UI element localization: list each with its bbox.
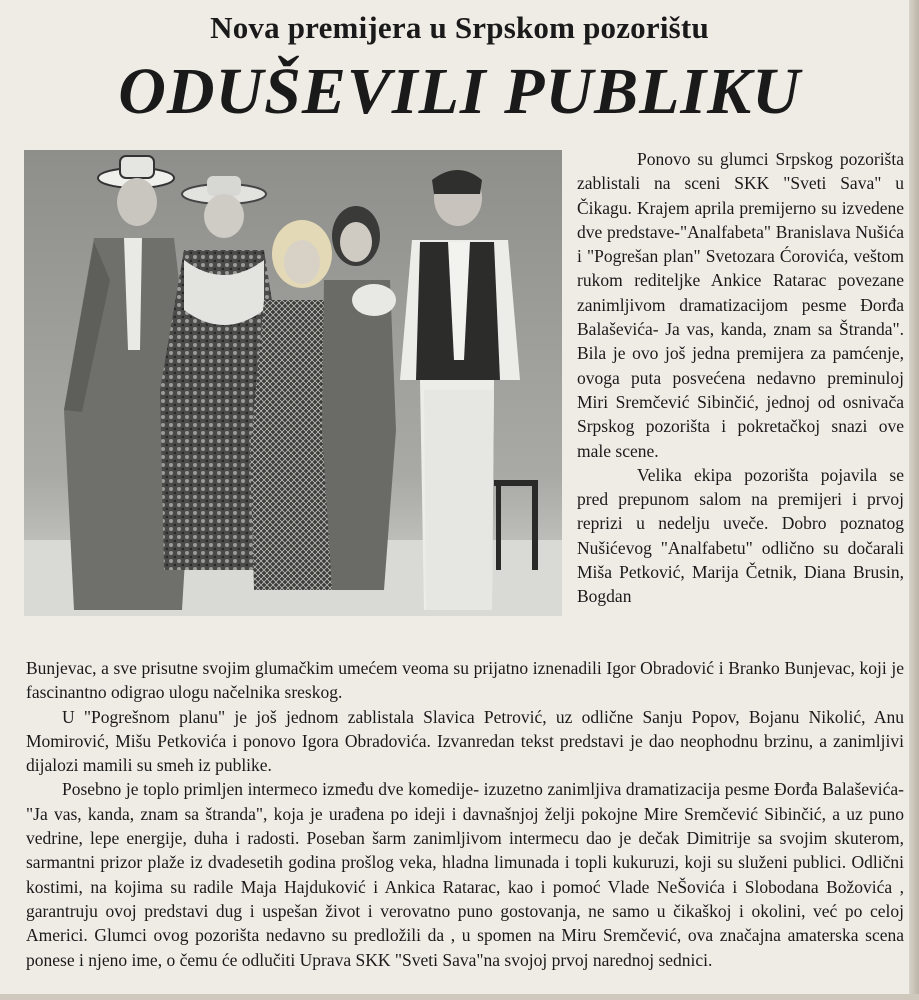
article-paragraph: U "Pogrešnom planu" je još jednom zablistala Slavica Petrović, uz odlične Sanju Popov, Bojanu Nikolić, Anu Momirović, Mišu Petkovića i ponovo Igora Obradovića. Izvanredan tekst predstavi je dao neophodnu brzinu, a zanimljivi dijalozi mamili su smeh iz publike. bbox=[26, 706, 904, 776]
article-column-right bbox=[577, 147, 904, 609]
page-edge-bottom bbox=[0, 994, 919, 1000]
article-photo bbox=[24, 150, 562, 616]
article-paragraph: Velika ekipa pozorišta pojavila se pred prepunom salom na premijeri i prvoj reprizi u nedelju uveče. Dobro poznatog Nušićevog "Analfabetu" odlično su dočarali Miša Petković, Marija Četnik, Diana Brusin, Bogdan bbox=[577, 464, 904, 607]
article-paragraph-continuation: Bunjevac, a sve prisutne svojim glumačkim umećem veoma su prijatno iznenadili Igor Obradović i Branko Bunjevac, koji je fascinantno odigrao ulogu načelnika sreskog. bbox=[26, 658, 904, 703]
cast-photo-illustration bbox=[24, 150, 562, 616]
page-edge bbox=[909, 0, 919, 1000]
article-paragraph: Ponovo su glumci Srpskog pozorišta zablistali na sceni SKK "Sveti Sava" u Čikagu. Krajem aprila premijerno su izvedene dve predstave-"Analfabeta" Branislava Nušića i "Pogrešan plan" Svetozara Ćorovića, veštom rukom rediteljke Ankice Ratarac povezane zanimljivom dramatizacijom pesme Đorđa Balaševića- Ja vas, kanda, znam sa Štranda". Bila je ovo još jedna premijera za pamćenje, ovoga puta posvećena nedavno preminuloj Miri Sremčević Sibinčić, jednoj od osnivača Srpskog pozorišta i pokretačkoj snazi ove male scene. bbox=[577, 149, 904, 461]
article-headline: ODUŠEVILI PUBLIKU bbox=[118, 55, 801, 128]
article-body-full-width bbox=[26, 656, 904, 972]
article-paragraph: Posebno je toplo primljen intermeco između dve komedije- izuzetno zanimljiva dramatizacija pesme Đorđa Balaševića- "Ja vas, kanda, znam sa štranda", koja je urađena po ideji i davnašnjoj želji pokojne Mire Sremčević Sibinčić, a uz puno vedrine, lepe energije, duha i radosti. Poseban šarm zanimljivom intermecu dao je dečak Dimitrije sa svojim skuterom, sarmantni prizor plaže iz dvadesetih godina prošlog veka, hladna limunada i topli kukuruzi, koji su služeni publici. Odlični kostimi, na kojima su radile Maja Hajduković i Ankica Ratarac, kao i pomoć Vlade NeŠovića i Slobodana Božovića , garantruju ovoj predstavi dug i uspešan život i verovatno puno gostovanja, ne samo u čikaškoj i okolini, već po celoj Americi. Glumci ovog pozorišta nedavno su predložili da , u spomen na Miru Sremčević, ova značajna amaterska scena ponese i njeno ime, o čemu će odlučiti Uprava SKK "Sveti Sava"na svojoj prvoj narednoj sednici. bbox=[26, 779, 904, 970]
article-kicker: Nova premijera u Srpskom pozorištu bbox=[210, 10, 709, 45]
